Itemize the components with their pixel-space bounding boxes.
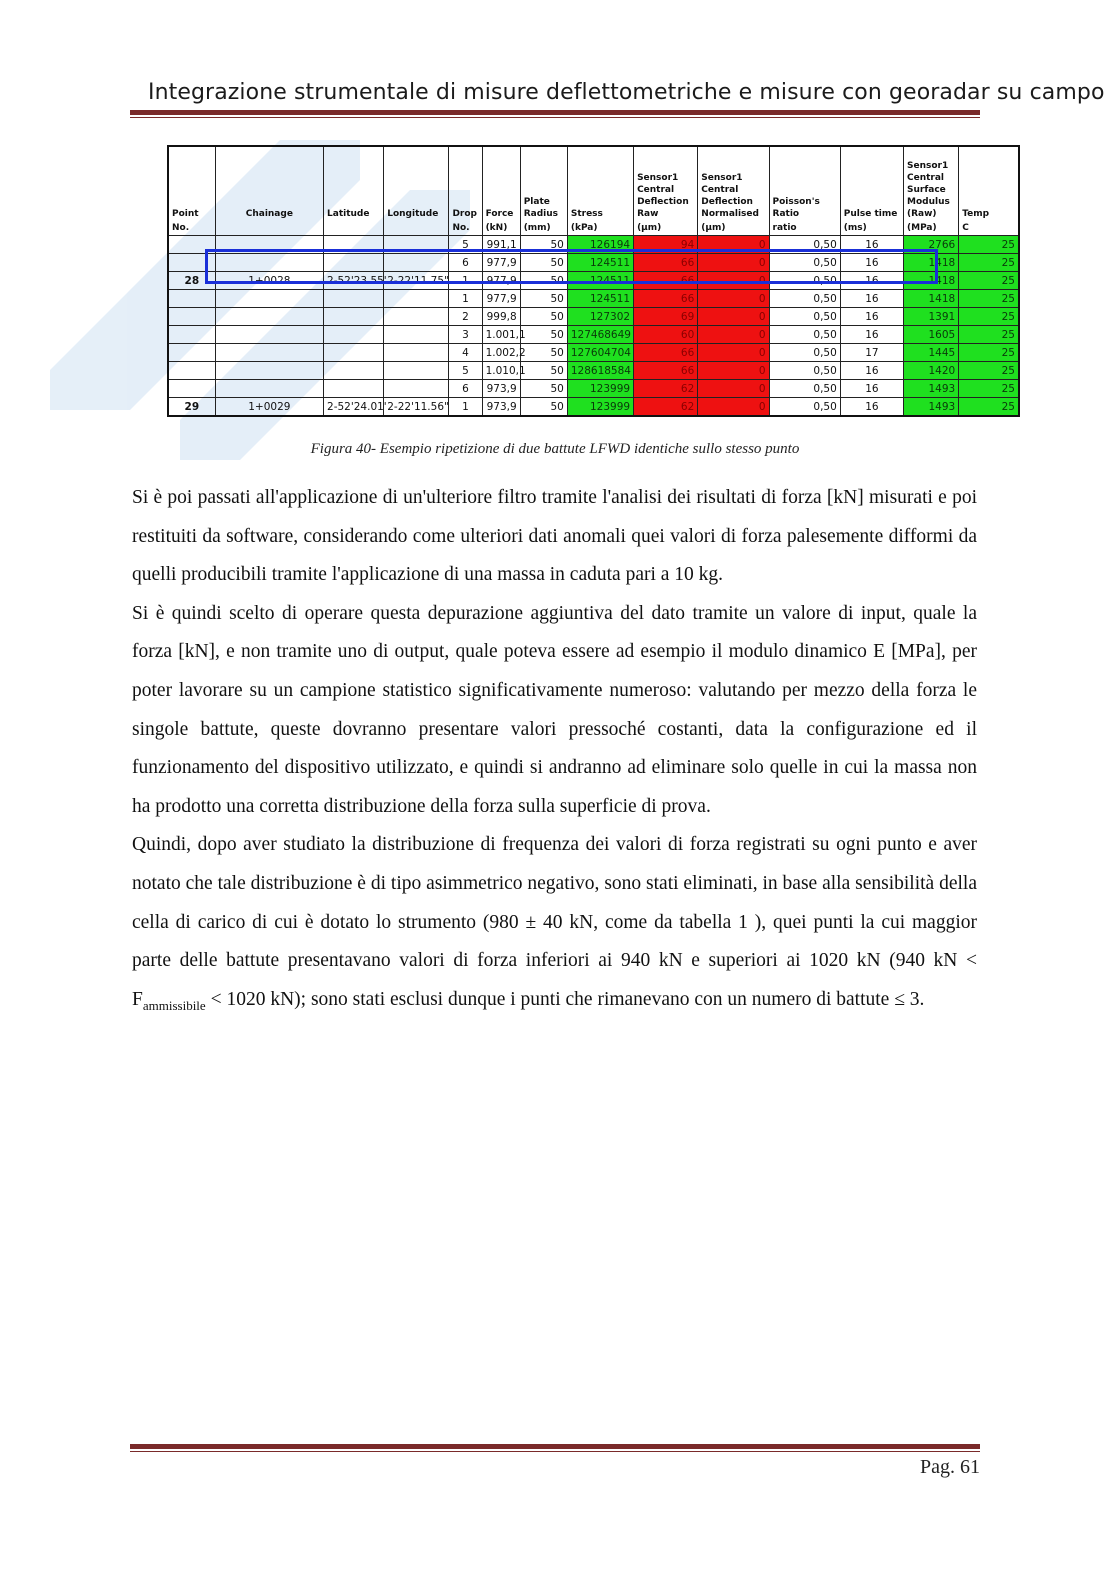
table-cell: 1418 xyxy=(904,254,959,272)
table-cell: 0,50 xyxy=(769,344,840,362)
table-cell: 50 xyxy=(520,344,567,362)
table-cell xyxy=(384,362,449,380)
table-cell: 25 xyxy=(959,326,1019,344)
table-cell: 16 xyxy=(840,362,903,380)
table-cell: 2-22'11.75" xyxy=(384,272,449,290)
table-cell xyxy=(384,344,449,362)
table-cell: 25 xyxy=(959,272,1019,290)
table-cell: 0 xyxy=(698,236,769,254)
table-cell xyxy=(324,254,384,272)
col-unit: (ms) xyxy=(840,221,903,236)
table-cell: 16 xyxy=(840,326,903,344)
table-cell: 2-52'23.55' xyxy=(324,272,384,290)
table-cell: 2-52'24.01' xyxy=(324,398,384,417)
table-cell xyxy=(324,308,384,326)
table-cell: 50 xyxy=(520,362,567,380)
table-cell xyxy=(215,380,323,398)
table-cell: 16 xyxy=(840,290,903,308)
col-header: Latitude xyxy=(324,146,384,221)
table-cell: 25 xyxy=(959,290,1019,308)
table-cell: 124511 xyxy=(567,254,633,272)
col-unit: C xyxy=(959,221,1019,236)
table-cell: 1.010,1 xyxy=(482,362,520,380)
table-cell: 50 xyxy=(520,254,567,272)
col-unit: (kPa) xyxy=(567,221,633,236)
col-header: Stress xyxy=(567,146,633,221)
table-cell: 16 xyxy=(840,398,903,417)
table-cell: 6 xyxy=(449,380,482,398)
header-rule-thin xyxy=(130,117,980,118)
paragraph-3-part-b: < 1020 kN); sono stati esclusi dunque i punti che rimanevano con un numero di battute ≤ 3. xyxy=(205,988,925,1010)
table-cell: 1420 xyxy=(904,362,959,380)
col-header: Sensor1 Central Surface Modulus (Raw) xyxy=(904,146,959,221)
table-cell: 17 xyxy=(840,344,903,362)
table-cell: 16 xyxy=(840,380,903,398)
col-unit xyxy=(215,221,323,236)
table-cell: 60 xyxy=(634,326,698,344)
f-subscript: ammissibile xyxy=(142,997,206,1013)
table-row xyxy=(168,326,1019,344)
table-cell: 0,50 xyxy=(769,308,840,326)
table-cell xyxy=(168,326,215,344)
table-cell xyxy=(215,326,323,344)
table-cell: 25 xyxy=(959,254,1019,272)
table-cell: 50 xyxy=(520,308,567,326)
table-cell: 50 xyxy=(520,290,567,308)
table-cell: 66 xyxy=(634,344,698,362)
table-cell: 977,9 xyxy=(482,254,520,272)
table-cell xyxy=(384,236,449,254)
table-cell: 16 xyxy=(840,308,903,326)
table-cell: 126194 xyxy=(567,236,633,254)
table-cell: 50 xyxy=(520,326,567,344)
table-cell: 128618584 xyxy=(567,362,633,380)
table-cell: 0,50 xyxy=(769,362,840,380)
table-row xyxy=(168,308,1019,326)
table-cell: 25 xyxy=(959,398,1019,417)
table-row xyxy=(168,380,1019,398)
col-header: Plate Radius xyxy=(520,146,567,221)
table-cell: 1493 xyxy=(904,380,959,398)
page-number: Pag. 61 xyxy=(920,1456,980,1478)
table-cell: 2766 xyxy=(904,236,959,254)
table-cell: 0,50 xyxy=(769,398,840,417)
col-header: Pulse time xyxy=(840,146,903,221)
table-cell: 0,50 xyxy=(769,254,840,272)
table-cell: 973,9 xyxy=(482,398,520,417)
table-cell: 0 xyxy=(698,272,769,290)
table-cell: 1418 xyxy=(904,272,959,290)
table-cell: 6 xyxy=(449,254,482,272)
col-unit xyxy=(384,221,449,236)
table-cell xyxy=(215,254,323,272)
table-cell: 1+0028 xyxy=(215,272,323,290)
table-cell: 0,50 xyxy=(769,236,840,254)
table-cell: 25 xyxy=(959,308,1019,326)
table-cell: 3 xyxy=(449,326,482,344)
table-cell: 2-22'11.56" xyxy=(384,398,449,417)
table-cell xyxy=(324,290,384,308)
table-cell: 0,50 xyxy=(769,380,840,398)
col-unit: No. xyxy=(168,221,215,236)
table-cell: 50 xyxy=(520,398,567,417)
table-row xyxy=(168,344,1019,362)
paragraph-2: Si è quindi scelto di operare questa depurazione aggiuntiva del dato tramite un valore di input, quale la forza [kN], e non tramite uno di output, quale poteva essere ad esempio il modulo dinamico E [MPa], per poter lavorare su un campione statistico significativamente numeroso: valutando per mezzo della forza le singole battute, queste dovranno presentare valori pressoché costanti, data la configurazione ed il funzionamento del dispositivo utilizzato, e quindi si andranno ad eliminare solo quelle in cui la massa non ha prodotto una corretta distribuzione della forza sulla superficie di prova. xyxy=(132,602,977,817)
table-cell: 50 xyxy=(520,272,567,290)
table-cell xyxy=(215,290,323,308)
table-row xyxy=(168,290,1019,308)
table-cell xyxy=(168,362,215,380)
table-cell: 28 xyxy=(168,272,215,290)
table-cell: 1418 xyxy=(904,290,959,308)
table-cell: 29 xyxy=(168,398,215,417)
table-cell: 16 xyxy=(840,254,903,272)
table-cell: 50 xyxy=(520,380,567,398)
footer-rule xyxy=(130,1444,980,1449)
col-unit: (µm) xyxy=(698,221,769,236)
table-cell: 1.002,2 xyxy=(482,344,520,362)
table-cell: 5 xyxy=(449,236,482,254)
table-cell: 66 xyxy=(634,362,698,380)
col-header: Drop xyxy=(449,146,482,221)
table-cell: 25 xyxy=(959,344,1019,362)
table-cell: 62 xyxy=(634,398,698,417)
table-row xyxy=(168,362,1019,380)
table-cell: 0,50 xyxy=(769,290,840,308)
table-cell: 16 xyxy=(840,236,903,254)
header-rule xyxy=(130,110,980,115)
col-header: Sensor1 Central Deflection Normalised xyxy=(698,146,769,221)
table-cell: 123999 xyxy=(567,398,633,417)
col-unit xyxy=(324,221,384,236)
table-cell: 1391 xyxy=(904,308,959,326)
table-cell: 1 xyxy=(449,290,482,308)
table-cell xyxy=(324,344,384,362)
table-cell xyxy=(168,236,215,254)
col-header: Sensor1 Central Deflection Raw xyxy=(634,146,698,221)
table-row xyxy=(168,398,1019,417)
table-cell: 127302 xyxy=(567,308,633,326)
table-cell xyxy=(384,254,449,272)
table-cell: 977,9 xyxy=(482,272,520,290)
table-cell xyxy=(324,380,384,398)
table-cell: 2 xyxy=(449,308,482,326)
table-cell: 66 xyxy=(634,254,698,272)
table-cell xyxy=(168,290,215,308)
table-cell xyxy=(384,308,449,326)
col-header: Longitude xyxy=(384,146,449,221)
table-cell xyxy=(215,236,323,254)
table-cell: 1.001,1 xyxy=(482,326,520,344)
table-cell xyxy=(215,362,323,380)
table-cell xyxy=(215,308,323,326)
table-cell: 0,50 xyxy=(769,272,840,290)
table-cell: 62 xyxy=(634,380,698,398)
paragraph-1: Si è poi passati all'applicazione di un'ulteriore filtro tramite l'analisi dei risultati di forza [kN] misurati e poi restituiti da software, considerando come ulteriori dati anomali quei valori di forza palesemente difformi da quelli producibili tramite l'applicazione di una massa in caduta pari a 10 kg. xyxy=(132,487,977,586)
table-cell xyxy=(168,380,215,398)
table-cell: 123999 xyxy=(567,380,633,398)
col-unit: (µm) xyxy=(634,221,698,236)
table-row xyxy=(168,272,1019,290)
col-header: Temp xyxy=(959,146,1019,221)
table-cell: 0 xyxy=(698,380,769,398)
table-row xyxy=(168,254,1019,272)
body-text xyxy=(132,479,977,1025)
table-cell xyxy=(215,344,323,362)
col-unit: ratio xyxy=(769,221,840,236)
col-header: Point xyxy=(168,146,215,221)
table-cell: 0 xyxy=(698,290,769,308)
table-cell: 0 xyxy=(698,308,769,326)
table-cell: 25 xyxy=(959,362,1019,380)
table-cell xyxy=(168,308,215,326)
table-cell xyxy=(384,380,449,398)
table-cell: 991,1 xyxy=(482,236,520,254)
table-cell: 127468649 xyxy=(567,326,633,344)
lfwd-data-table-wrapper xyxy=(167,145,1020,411)
col-unit: No. xyxy=(449,221,482,236)
col-header: Chainage xyxy=(215,146,323,221)
table-cell xyxy=(168,344,215,362)
lfwd-data-table xyxy=(167,145,1020,417)
table-cell: 66 xyxy=(634,290,698,308)
table-row xyxy=(168,236,1019,254)
table-cell: 4 xyxy=(449,344,482,362)
figure-caption: Figura 40- Esempio ripetizione di due battute LFWD identiche sullo stesso punto xyxy=(310,441,800,457)
table-cell: 124511 xyxy=(567,290,633,308)
table-cell: 1 xyxy=(449,272,482,290)
table-cell: 0 xyxy=(698,254,769,272)
table-cell: 25 xyxy=(959,236,1019,254)
footer-rule-thin xyxy=(130,1451,980,1452)
table-cell: 973,9 xyxy=(482,380,520,398)
table-cell: 1+0029 xyxy=(215,398,323,417)
col-unit: (mm) xyxy=(520,221,567,236)
table-cell: 16 xyxy=(840,272,903,290)
col-header: Poisson's Ratio xyxy=(769,146,840,221)
table-cell: 0,50 xyxy=(769,326,840,344)
table-cell: 0 xyxy=(698,326,769,344)
table-cell: 0 xyxy=(698,362,769,380)
table-cell: 977,9 xyxy=(482,290,520,308)
table-cell xyxy=(384,326,449,344)
table-cell: 69 xyxy=(634,308,698,326)
table-cell: 66 xyxy=(634,272,698,290)
paragraph-3-part-a: Quindi, dopo aver studiato la distribuzione di frequenza dei valori di forza registrati su ogni punto e aver notato che tale distribuzione è di tipo asimmetrico negativo, sono stati eliminati, in base alla sensibilità della cella di carico di cui è dotato lo strumento (980 ± 40 kN, come da tabella 1 ), quei punti la cui maggior parte delle battute presentavano valori di forza inferiori ai 940 kN e superiori ai 1020 kN (940 kN < F xyxy=(132,834,977,1010)
table-cell: 50 xyxy=(520,236,567,254)
table-cell: 25 xyxy=(959,380,1019,398)
table-cell xyxy=(168,254,215,272)
table-cell: 127604704 xyxy=(567,344,633,362)
table-cell: 5 xyxy=(449,362,482,380)
table-cell: 1493 xyxy=(904,398,959,417)
table-cell: 124511 xyxy=(567,272,633,290)
table-cell xyxy=(324,236,384,254)
table-cell xyxy=(384,290,449,308)
table-cell: 1605 xyxy=(904,326,959,344)
table-cell: 0 xyxy=(698,344,769,362)
table-cell xyxy=(324,362,384,380)
table-cell: 1 xyxy=(449,398,482,417)
table-cell: 94 xyxy=(634,236,698,254)
table-cell xyxy=(324,326,384,344)
table-cell: 0 xyxy=(698,398,769,417)
running-header: Integrazione strumentale di misure deflettometriche e misure con georadar su campo xyxy=(148,80,1105,105)
table-cell: 999,8 xyxy=(482,308,520,326)
paragraph-3 xyxy=(132,826,977,1025)
col-unit: (kN) xyxy=(482,221,520,236)
col-unit: (MPa) xyxy=(904,221,959,236)
col-header: Force xyxy=(482,146,520,221)
table-cell: 1445 xyxy=(904,344,959,362)
